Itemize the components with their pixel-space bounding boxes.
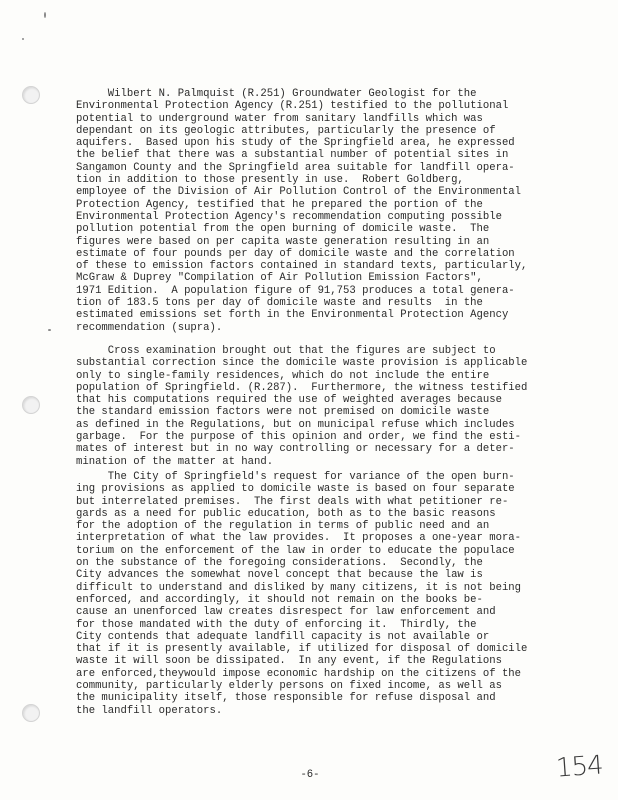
text-line: Environmental Protection Agency (R.251) testified to the pollutional — [76, 100, 509, 113]
text-line: community, particularly elderly persons on fixed income, as well as — [76, 680, 502, 693]
text-line: tion of 183.5 tons per day of domicile waste and results in the — [76, 297, 483, 310]
text-line: Environmental Protection Agency's recommendation computing possible — [76, 210, 502, 223]
text-line: the municipality itself, those responsible for refuse disposal and — [76, 692, 496, 705]
text-line: waste it will soon be dissipated. In any event, if the Regulations — [76, 655, 502, 668]
punch-hole — [22, 86, 40, 104]
text-line: ing provisions as applied to domicile waste is based on four separate — [76, 483, 515, 496]
text-line: cause an unenforced law creates disrespect for law enforcement and — [76, 606, 496, 619]
text-line: enforced, and accordingly, it should not remain on the books be- — [76, 593, 483, 606]
text-line: mates of interest but in no way controlling or necessary for a deter- — [76, 443, 515, 456]
text-line: Protection Agency, testified that he prepared the portion of the — [76, 198, 483, 211]
text-line: difficult to understand and disliked by many citizens, it is not being — [76, 581, 522, 594]
text-line: employee of the Division of Air Pollution Control of the Environmental — [76, 186, 522, 199]
text-line: McGraw & Duprey "Compilation of Air Pollution Emission Factors", — [76, 272, 483, 285]
text-line: as defined in the Regulations, but on municipal refuse which includes — [76, 418, 515, 431]
text-line: City contends that adequate landfill capacity is not available or — [76, 630, 490, 643]
text-line: 1971 Edition. A population figure of 91,753 produces a total genera- — [76, 284, 515, 297]
text-line: are enforced,theywould impose economic hardship on the citizens of the — [76, 667, 522, 680]
paragraph-palmquist-testimony — [76, 88, 588, 334]
text-line: for those mandated with the duty of enforcing it. Thirdly, the — [76, 618, 477, 631]
text-line: tion in addition to those presently in use. Robert Goldberg, — [76, 174, 464, 187]
text-line: that if it is presently available, if utilized for disposal of domicile — [76, 643, 528, 656]
text-line: City advances the somewhat novel concept that because the law is — [76, 569, 483, 582]
text-line: dependant on its geologic attributes, particularly the presence of — [76, 124, 496, 137]
text-line: estimated emissions set forth in the Environmental Protection Agency — [76, 309, 509, 322]
text-line: for the adoption of the regulation in terms of public need and an — [76, 520, 490, 533]
scan-speck — [44, 12, 46, 18]
text-line: torium on the enforcement of the law in order to educate the populace — [76, 544, 515, 557]
text-line: but interrelated premises. The first deals with what petitioner re- — [76, 495, 509, 508]
text-line: Cross examination brought out that the figures are subject to — [76, 345, 496, 357]
text-line: The City of Springfield's request for variance of the open burn- — [76, 471, 515, 483]
text-line: the belief that there was a substantial number of potential sites in — [76, 149, 509, 162]
text-line: figures were based on per capita waste generation resulting in an — [76, 235, 490, 248]
text-line: pollution potential from the open burning of domicile waste. The — [76, 223, 490, 236]
text-line: substantial correction since the domicile waste provision is applicable — [76, 357, 528, 370]
text-line: population of Springfield. (R.287). Furthermore, the witness testified — [76, 381, 528, 394]
paragraph-cross-examination — [76, 345, 588, 468]
text-line: garbage. For the purpose of this opinion and order, we find the esti- — [76, 431, 522, 444]
text-line: the standard emission factors were not premised on domicile waste — [76, 406, 490, 419]
text-line: estimate of four pounds per day of domicile waste and the correlation — [76, 247, 515, 260]
scan-speck — [22, 38, 24, 40]
text-line: Sangamon County and the Springfield area suitable for landfill opera- — [76, 161, 515, 174]
punch-hole — [22, 396, 40, 414]
text-line: that his computations required the use of weighted averages because — [76, 394, 502, 407]
text-line: the landfill operators. — [76, 704, 223, 717]
scan-speck — [48, 329, 51, 331]
paragraph-springfield-request — [76, 471, 588, 717]
text-line: Wilbert N. Palmquist (R.251) Groundwater Geologist for the — [76, 88, 477, 100]
text-line: aquifers. Based upon his study of the Springfield area, he expressed — [76, 137, 515, 150]
text-line: gards as a need for public education, both as to the basic reasons — [76, 507, 496, 520]
text-line: on the substance of the foregoing considerations. Secondly, the — [76, 557, 483, 570]
text-line: only to single-family residences, which do not include the entire — [76, 369, 490, 382]
text-line: of these to emission factors contained in standard texts, particularly, — [76, 260, 528, 273]
text-line: mination of the matter at hand. — [76, 455, 274, 468]
punch-hole — [22, 704, 40, 722]
text-line: interpretation of what the law provides. It proposes a one-year mora- — [76, 532, 522, 545]
text-line: potential to underground water from sanitary landfills which was — [76, 112, 483, 125]
page-number: -6- — [300, 769, 320, 781]
text-line: recommendation (supra). — [76, 321, 223, 334]
handwritten-page-number: 154 — [555, 750, 604, 784]
